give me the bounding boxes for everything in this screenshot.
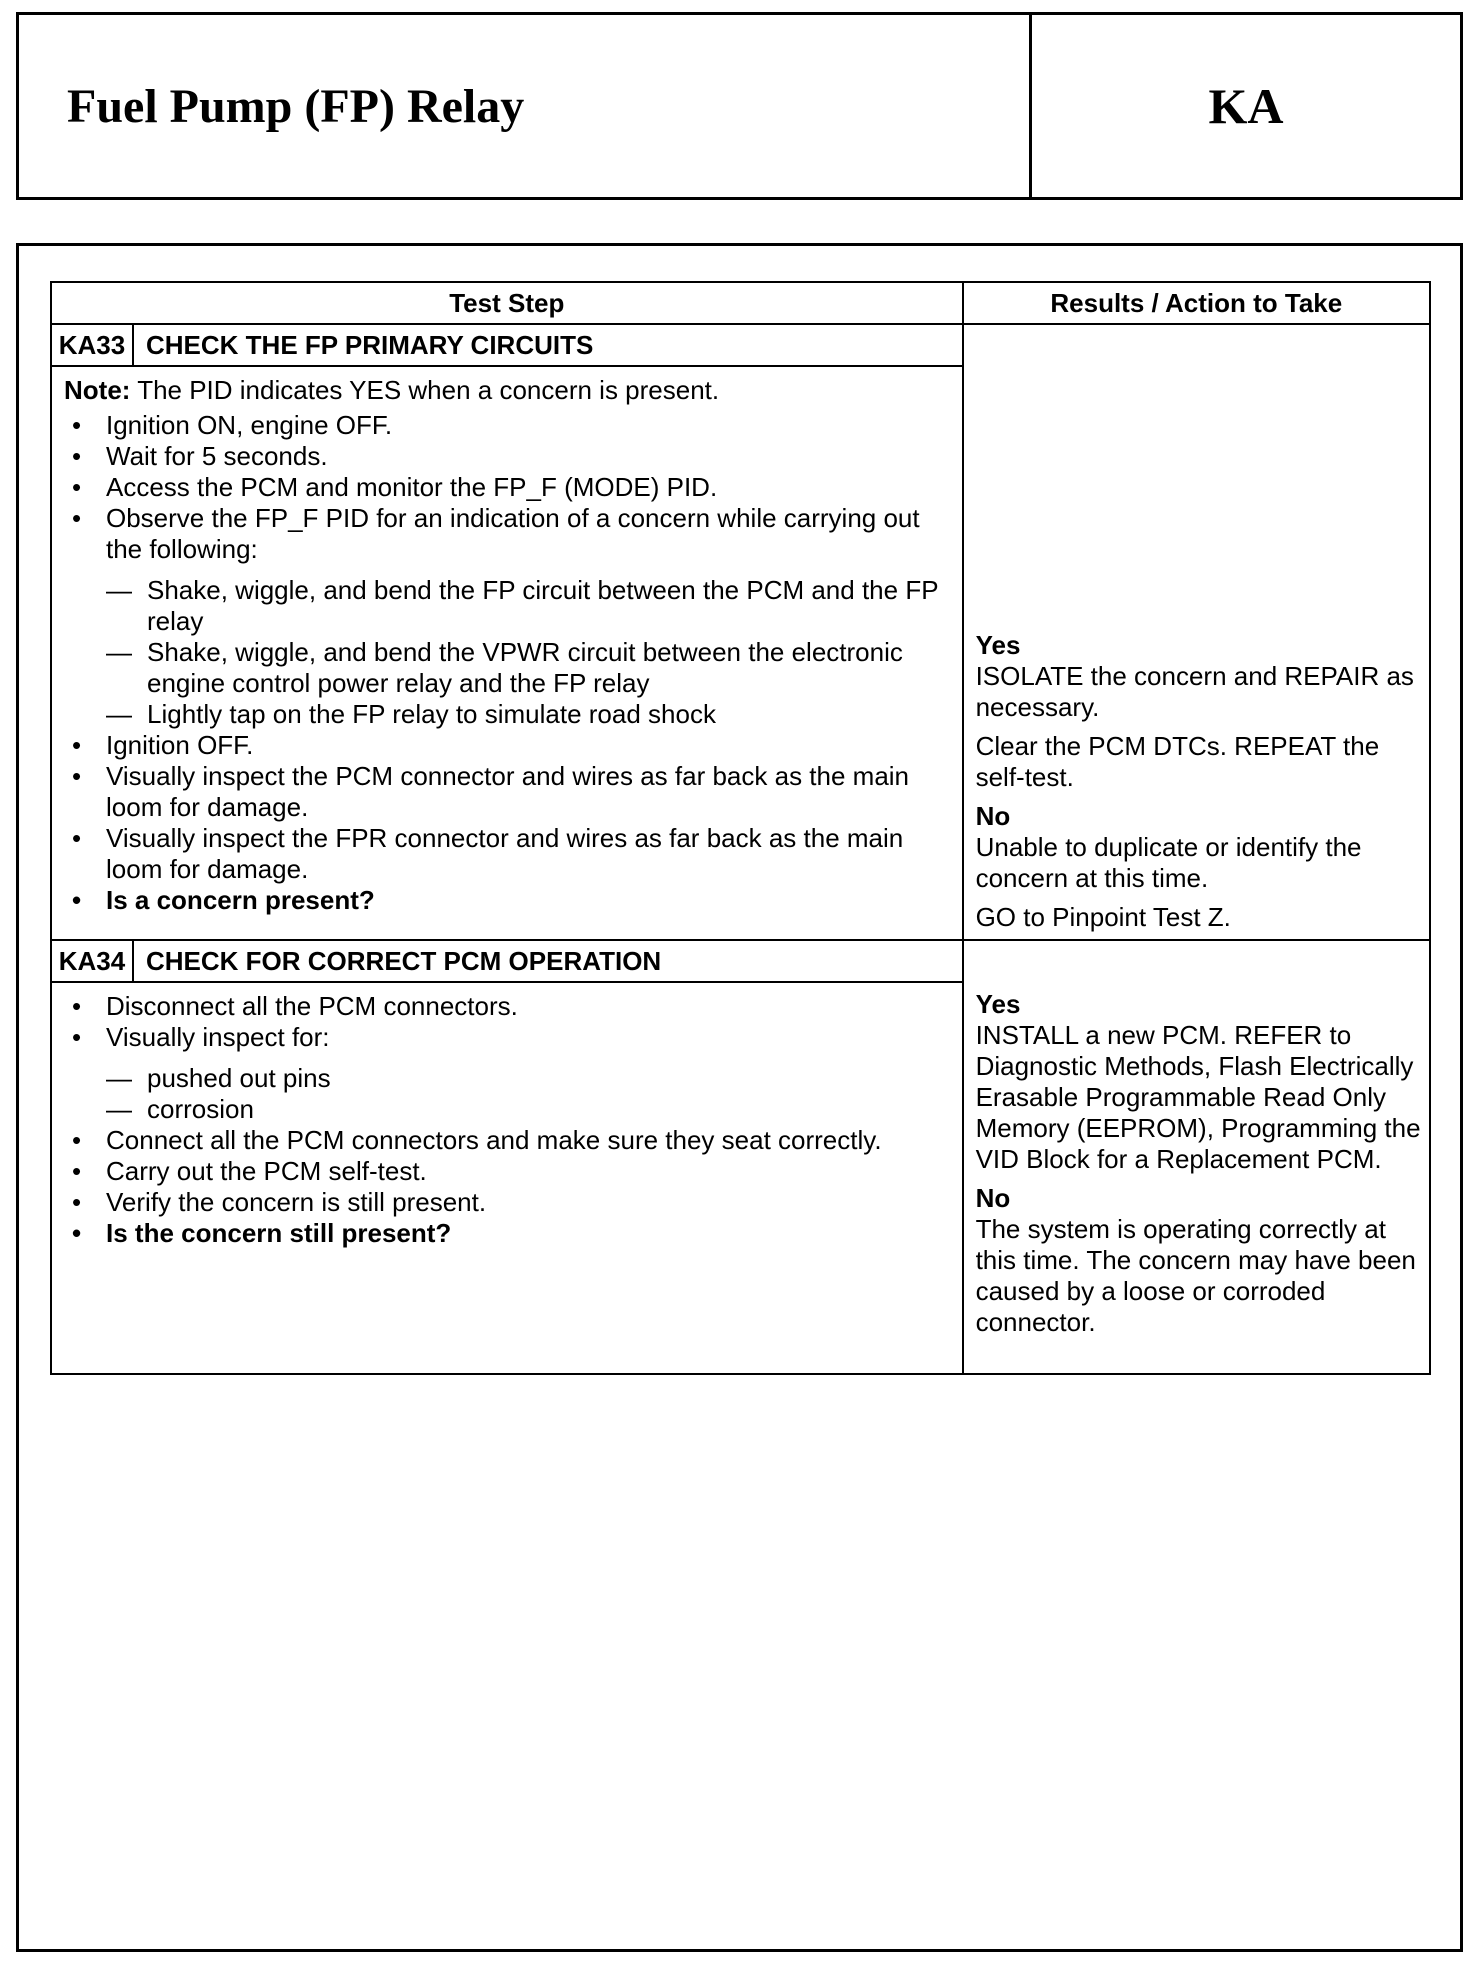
step-heading bbox=[52, 941, 962, 983]
test-steps-table bbox=[50, 281, 1431, 1375]
col-header-test-step: Test Step bbox=[51, 282, 963, 324]
no-action: Unable to duplicate or identify the concern at this time. bbox=[975, 832, 1362, 893]
list-item: • Connect all the PCM connectors and make sure they seat correctly. bbox=[64, 1125, 950, 1156]
content-frame bbox=[16, 243, 1463, 1952]
yes-label: Yes bbox=[975, 989, 1021, 1019]
list-item: — Lightly tap on the FP relay to simulate road shock bbox=[64, 699, 950, 730]
list-item: — Shake, wiggle, and bend the FP circuit between the PCM and the FP relay bbox=[64, 575, 950, 637]
table-row bbox=[51, 940, 1430, 1374]
page-header bbox=[16, 12, 1463, 200]
list-item: • Ignition OFF. bbox=[64, 730, 950, 761]
test-step-cell bbox=[51, 324, 963, 940]
step-body bbox=[52, 983, 962, 1373]
results-cell bbox=[963, 324, 1430, 940]
no-label: No bbox=[975, 801, 1011, 831]
list-item: • Visually inspect the PCM connector and wires as far back as the main loom for damage. bbox=[64, 761, 950, 823]
page-title: Fuel Pump (FP) Relay bbox=[19, 15, 1032, 197]
step-id: KA33 bbox=[52, 325, 134, 365]
note-label: Note: bbox=[64, 375, 131, 405]
pinpoint-test-code: KA bbox=[1208, 78, 1284, 134]
test-step-cell bbox=[51, 940, 963, 1374]
list-item: • Ignition ON, engine OFF. bbox=[64, 410, 950, 441]
list-item: • Wait for 5 seconds. bbox=[64, 441, 950, 472]
step-id: KA34 bbox=[52, 941, 134, 981]
yes-label: Yes bbox=[975, 630, 1021, 660]
list-item: — pushed out pins bbox=[64, 1063, 950, 1094]
yes-action: INSTALL a new PCM. REFER to Diagnostic Methods, Flash Electrically Erasable Programmable Read Only Memory (EEPROM), Programming the VID Block for a Replacement PCM. bbox=[975, 1020, 1421, 1174]
col-header-results: Results / Action to Take bbox=[963, 282, 1430, 324]
list-item: • Visually inspect the FPR connector and wires as far back as the main loom for damage. bbox=[64, 823, 950, 885]
list-item: • Visually inspect for: bbox=[64, 1022, 950, 1053]
note-text: The PID indicates YES when a concern is present. bbox=[130, 375, 720, 405]
list-item: • Carry out the PCM self-test. bbox=[64, 1156, 950, 1187]
list-item: • Disconnect all the PCM connectors. bbox=[64, 991, 950, 1022]
step-title: CHECK THE FP PRIMARY CIRCUITS bbox=[146, 329, 594, 360]
no-action: The system is operating correctly at this time. The concern may have been caused by a loose or corroded connector. bbox=[975, 1214, 1416, 1337]
no-label: No bbox=[975, 1183, 1011, 1213]
results-body bbox=[964, 630, 1429, 939]
step-title: CHECK FOR CORRECT PCM OPERATION bbox=[146, 945, 662, 976]
list-item: • Observe the FP_F PID for an indication of a concern while carrying out the following: bbox=[64, 503, 950, 565]
list-item: — Shake, wiggle, and bend the VPWR circuit between the electronic engine control power relay and the FP relay bbox=[64, 637, 950, 699]
list-item: — corrosion bbox=[64, 1094, 950, 1125]
results-body bbox=[964, 941, 1429, 1344]
no-action: GO to Pinpoint Test Z. bbox=[975, 902, 1231, 932]
step-question: • Is the concern still present? bbox=[64, 1218, 950, 1249]
yes-action: Clear the PCM DTCs. REPEAT the self-test. bbox=[975, 731, 1380, 792]
list-item: • Verify the concern is still present. bbox=[64, 1187, 950, 1218]
yes-action: ISOLATE the concern and REPAIR as necessary. bbox=[975, 661, 1414, 722]
list-item: • Access the PCM and monitor the FP_F (MODE) PID. bbox=[64, 472, 950, 503]
results-cell bbox=[963, 940, 1430, 1374]
step-note bbox=[64, 375, 950, 406]
step-heading bbox=[52, 325, 962, 367]
step-body bbox=[52, 367, 962, 939]
table-header-row bbox=[51, 282, 1430, 324]
table-row bbox=[51, 324, 1430, 940]
step-question: • Is a concern present? bbox=[64, 885, 950, 916]
